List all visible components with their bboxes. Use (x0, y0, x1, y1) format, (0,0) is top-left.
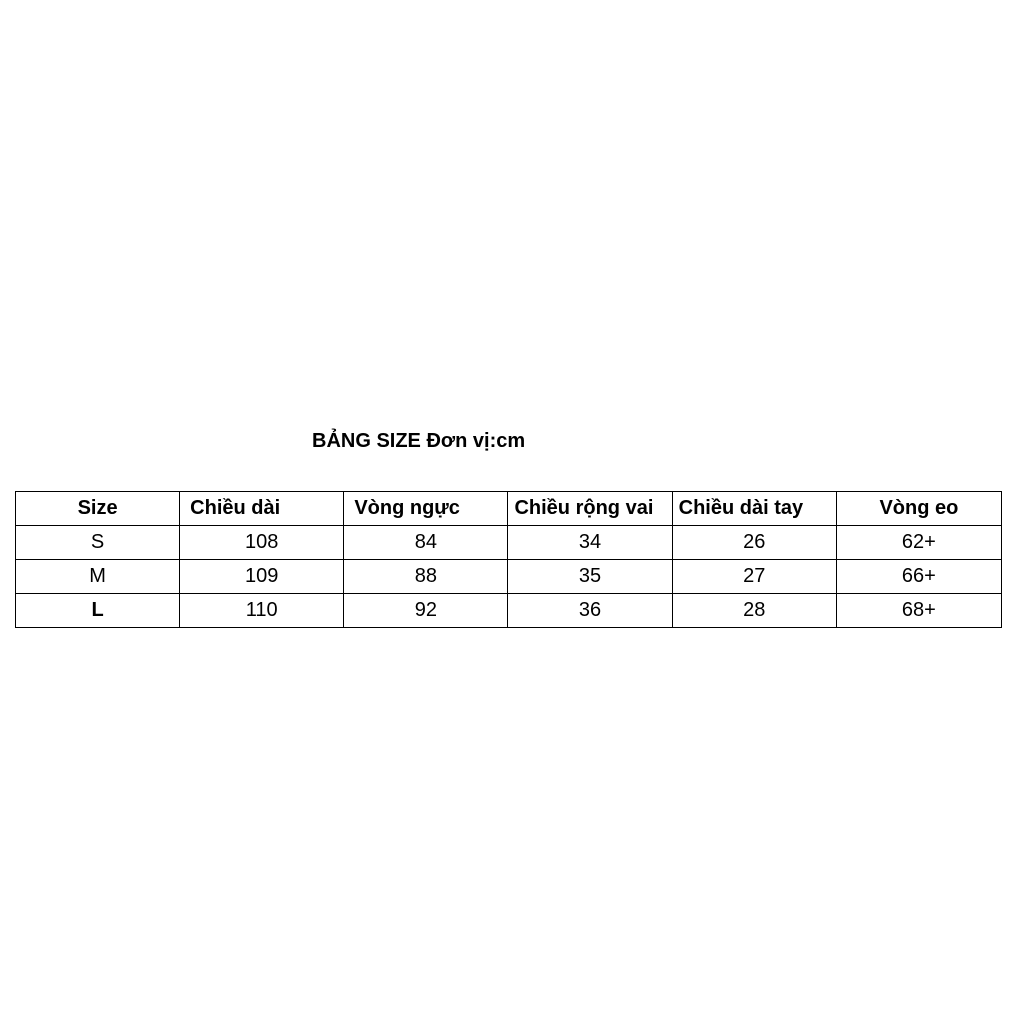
cell-sleeve-length: 28 (672, 594, 836, 628)
cell-length: 110 (180, 594, 344, 628)
header-chest: Vòng ngực (344, 492, 508, 526)
cell-waist: 62+ (836, 526, 1001, 560)
cell-chest: 84 (344, 526, 508, 560)
cell-shoulder-width: 34 (508, 526, 672, 560)
table-row (16, 526, 1002, 560)
header-shoulder-width: Chiều rộng vai (508, 492, 672, 526)
cell-chest: 92 (344, 594, 508, 628)
table-header-row (16, 492, 1002, 526)
header-waist: Vòng eo (836, 492, 1001, 526)
cell-waist: 68+ (836, 594, 1001, 628)
cell-size: S (16, 526, 180, 560)
size-table (15, 491, 1002, 628)
cell-size: L (16, 594, 180, 628)
header-sleeve-length: Chiều dài tay (672, 492, 836, 526)
header-size: Size (16, 492, 180, 526)
header-length: Chiều dài (180, 492, 344, 526)
cell-shoulder-width: 35 (508, 560, 672, 594)
cell-sleeve-length: 27 (672, 560, 836, 594)
cell-waist: 66+ (836, 560, 1001, 594)
table-row (16, 594, 1002, 628)
cell-shoulder-width: 36 (508, 594, 672, 628)
cell-sleeve-length: 26 (672, 526, 836, 560)
cell-size: M (16, 560, 180, 594)
cell-chest: 88 (344, 560, 508, 594)
cell-length: 108 (180, 526, 344, 560)
cell-length: 109 (180, 560, 344, 594)
size-chart-title: BẢNG SIZE Đơn vị:cm (312, 430, 526, 452)
table-row (16, 560, 1002, 594)
